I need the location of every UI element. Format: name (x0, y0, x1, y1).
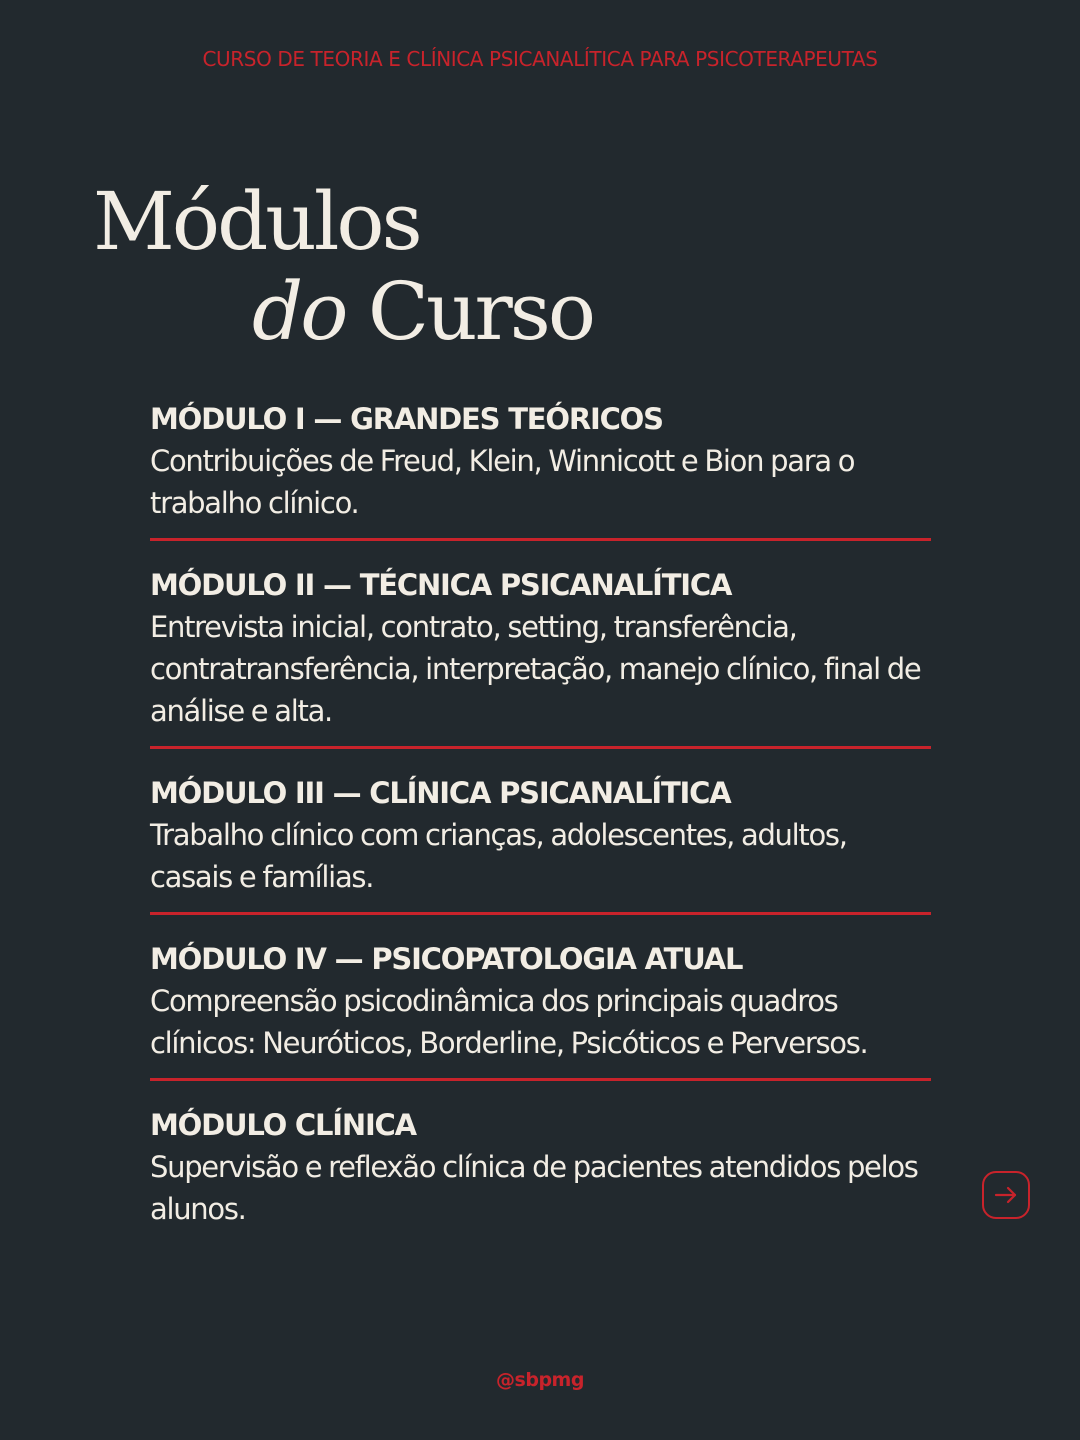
page-title-italic-word: do (252, 265, 346, 358)
module-item (150, 938, 931, 1081)
module-description: Contribuições de Freud, Klein, Winnicott e Bion para o trabalho clínico. (150, 444, 855, 520)
module-item (150, 1104, 931, 1244)
module-title: MÓDULO I — GRANDES TEÓRICOS (150, 402, 663, 436)
module-description: Trabalho clínico com crianças, adolescentes, adultos, casais e famílias. (150, 818, 847, 894)
module-item (150, 398, 931, 541)
module-item (150, 564, 931, 749)
module-description: Supervisão e reflexão clínica de pacientes atendidos pelos alunos. (150, 1150, 918, 1226)
arrow-right-icon (993, 1182, 1019, 1208)
module-description: Compreensão psicodinâmica dos principais quadros clínicos: Neuróticos, Borderline, Psicóticos e Perversos. (150, 984, 868, 1060)
module-title: MÓDULO II — TÉCNICA PSICANALÍTICA (150, 568, 732, 602)
module-title: MÓDULO III — CLÍNICA PSICANALÍTICA (150, 776, 731, 810)
module-title: MÓDULO IV — PSICOPATOLOGIA ATUAL (150, 942, 743, 976)
module-item (150, 772, 931, 915)
next-slide-button[interactable] (982, 1171, 1030, 1219)
modules-list (150, 398, 931, 1244)
page-title-line-1: Módulos (93, 175, 420, 268)
page-title-line-2 (252, 262, 593, 362)
course-name: CURSO DE TEORIA E CLÍNICA PSICANALÍTICA PARA PSICOTERAPEUTAS (202, 47, 878, 71)
module-description: Entrevista inicial, contrato, setting, transferência, contratransferência, interpretação, manejo clínico, final de análise e alta. (150, 610, 921, 728)
page-title-word: Curso (367, 265, 594, 358)
module-title: MÓDULO CLÍNICA (150, 1108, 416, 1142)
social-handle: @sbpmg (496, 1369, 584, 1391)
